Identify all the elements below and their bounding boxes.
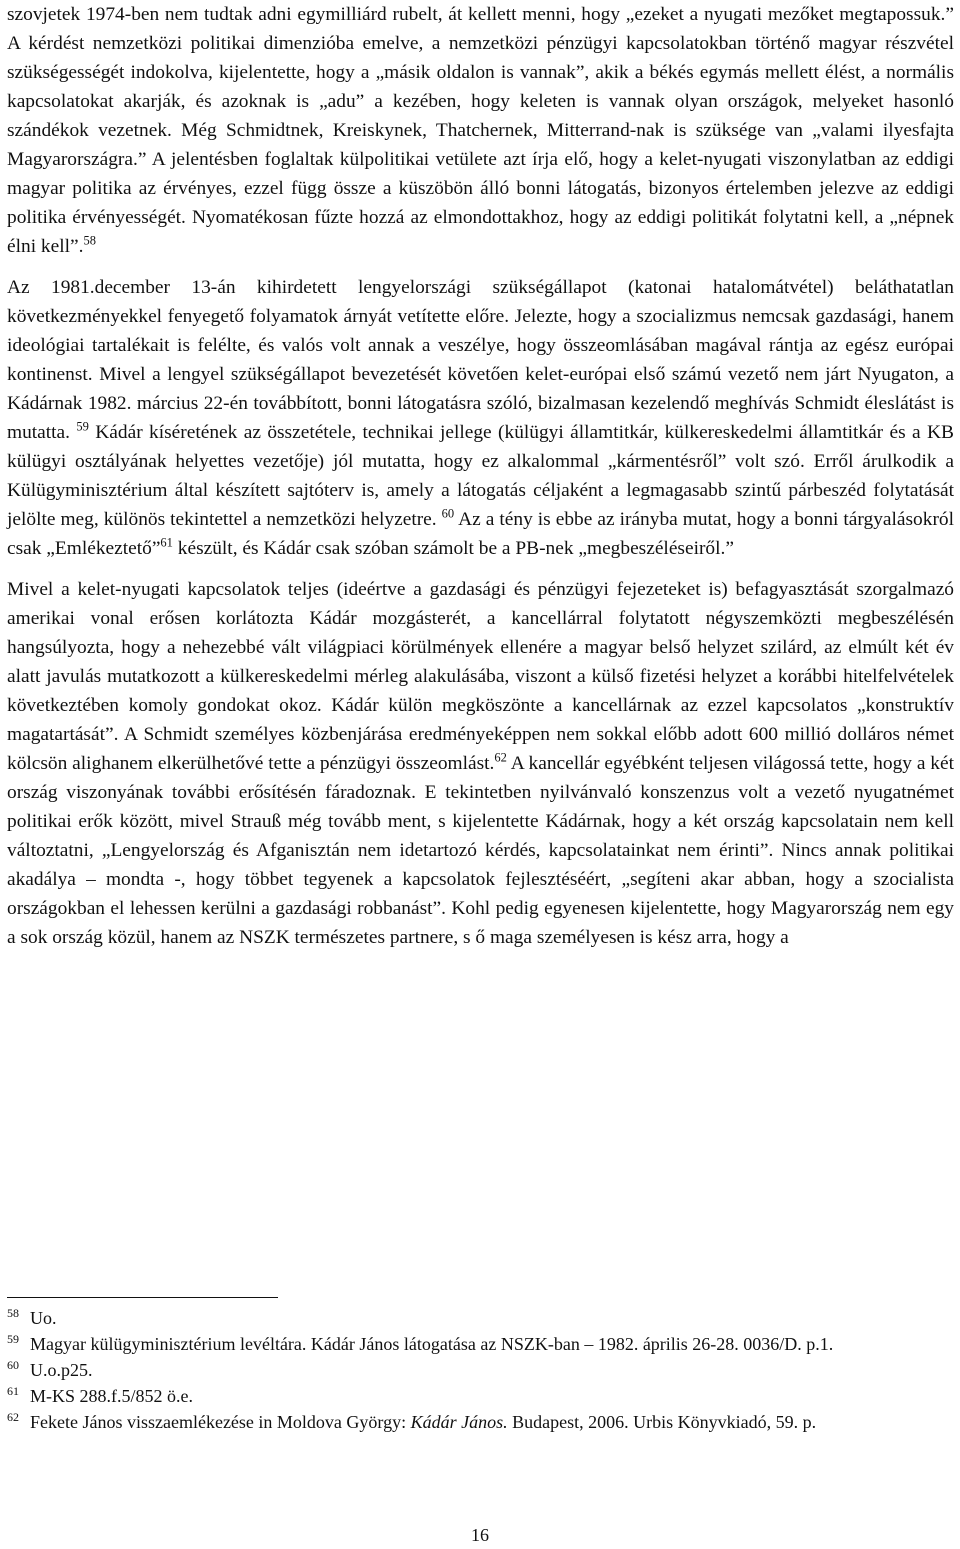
footnote-number: 62: [7, 1410, 19, 1424]
footnotes: [7, 1305, 954, 1435]
paragraph-text: Az a tény is ebbe az irányba mutat, hogy a bonni tárgyalásokról csak „Emlékeztető”: [7, 509, 954, 559]
footnote-text: Fekete János visszaemlékezése in Moldova György:: [30, 1412, 411, 1432]
paragraph-text: készült, és Kádár csak szóban számolt be a PB-nek „megbeszéléseiről.”: [172, 538, 734, 559]
book-title: Kádár János.: [410, 1412, 508, 1432]
footnote-ref-58[interactable]: 58: [83, 233, 96, 248]
footnote-number: 61: [7, 1384, 19, 1398]
paragraph-text: Mivel a kelet-nyugati kapcsolatok teljes (ideértve a gazdasági és pénzügyi fejezeteket is) befagyasztását szorgalmazó amerikai vonal erősen korlátozta Kádár mozgásterét, a kancellárral folytatott négyszemközti megbeszélésén hangsúlyozta, hogy a nehezebbé vált világpiaci körülmények ellenére a magyar belső helyzet szilárd, az elmúlt két év alatt javulás mutatkozott a külkereskedelmi mérleg alakulásába, viszont a külső fizetési helyzet a korábbi hitelfelvételek következtében komoly gondokat okoz. Kádár külön megköszönte a kancellárnak az ezzel kapcsolatos „konstruktív magatartását”. A Schmidt személyes közbenjárása eredményeképpen nem sokkal előbb adott 600 millió dolláros német kölcsön alighanem elkerülhetővé tette a pénzügyi összeomlást.: [7, 579, 954, 774]
page-number: 16: [471, 1525, 489, 1545]
paragraph-text: Az 1981.december 13-án kihirdetett lengyelországi szükségállapot (katonai hatalomátvétel) beláthatatlan következményekkel fenyegető folyamatok árnyát vetítette előre. Jelezte, hogy a szocializmus nemcsak gazdasági, hanem ideológiai tartalékait is felélte, és valós volt annak a veszélye, hogy összeomlásában magával rántja az egész európai kontinenst. Mivel a lengyel szükségállapot bevezetését követően kelet-európai első számú vezető nem járt Nyugaton, a Kádárnak 1982. március 22-én továbbított, bonni látogatásra szóló, bizalmasan kezelendő meghívás Schmidt éleslátást is mutatta.: [7, 277, 954, 443]
footnote-59: [7, 1331, 954, 1357]
footnote-text: M-KS 288.f.5/852 ö.e.: [30, 1386, 193, 1406]
footnote-number: 58: [7, 1306, 19, 1320]
footnote-ref-61[interactable]: 61: [160, 535, 173, 550]
footnote-ref-60[interactable]: 60: [441, 506, 455, 521]
footnote-ref-59[interactable]: 59: [76, 419, 89, 434]
footnote-text: U.o.p25.: [30, 1360, 93, 1380]
document-body: [7, 0, 954, 952]
footnote-text: Budapest, 2006. Urbis Könyvkiadó, 59. p.: [507, 1412, 817, 1432]
paragraph-text: szovjetek 1974-ben nem tudtak adni egymilliárd rubelt, át kellett menni, hogy „ezeket a nyugati mezőket megtapossuk.” A kérdést nemzetközi politikai dimenzióba emelve, a nemzetközi pénzügyi kapcsolatokban történő magyar részvétel szükségességét indokolva, kijelentette, hogy a „másik oldalon is vannak”, akik a békés egymás mellett élést, a normális kapcsolatokat akarják, és azoknak is „adu” a kezében, hogy keleten is vannak olyan országok, melyeket hasonló szándékok vezetnek. Még Schmidtnek, Kreiskynek, Thatchernek, Mitterrand-nak is szüksége van „valami ilyesfajta Magyarországra.” A jelentésben foglaltak külpolitikai vetülete azt írja elő, hogy a kelet-nyugati viszonylatban az eddigi magyar politika az érvényes, ezzel függ össze a küszöbön álló bonni látogatás, bizonyos értelemben jelezve az eddigi politika érvényességét. Nyomatékosan fűzte hozzá az elmondottakhoz, hogy az eddigi politikát folytatni kell, a „népnek élni kell”.: [7, 4, 954, 257]
footnote-58: [7, 1305, 954, 1331]
footnote-separator: [7, 1297, 278, 1298]
paragraph-1: [7, 0, 954, 261]
footnote-60: [7, 1357, 954, 1383]
footnote-62: [7, 1409, 954, 1435]
paragraph-2: [7, 273, 954, 563]
footnote-text: Uo.: [30, 1308, 57, 1328]
paragraph-3: [7, 575, 954, 952]
paragraph-text: A kancellár egyébként teljesen világossá tette, hogy a két ország viszonyának további erősítésén fáradoznak. E tekintetben nyilvánvaló konszenzus volt a vezető nyugatnémet politikai erők között, mivel Strauß még tovább ment, s kijelentette Kádárnak, hogy a két ország kapcsolatain nem kell változtatni, „Lengyelország és Afganisztán nem idetartozó kérdés, kapcsolatainkat nem érinti”. Nincs annak politikai akadálya – mondta -, hogy többet tegyenek a kapcsolatok fejlesztéséért, „segíteni akar abban, hogy a szocialista országokban el lehessen kerülni a gazdasági robbanást”. Kohl pedig egyenesen kijelentette, hogy Magyarország nem egy a sok ország közül, hanem az NSZK természetes partnere, s ő maga személyesen is kész arra, hogy a: [7, 753, 954, 948]
footnote-ref-62[interactable]: 62: [494, 750, 507, 765]
paragraph-text: Kádár kíséretének az összetétele, technikai jellege (külügyi államtitkár, külkereskedelmi államtitkár és a KB külügyi osztályának helyettes vezetője) jól mutatta, hogy ez alkalommal „kármentésről” volt szó. Erről árulkodik a Külügyminisztérium által készített sajtóterv is, amely a látogatás céljaként a legmagasabb szintű párbeszéd folytatását jelölte meg, különös tekintettel a nemzetközi helyzetre.: [7, 422, 954, 530]
footnote-number: 59: [7, 1332, 19, 1346]
footnote-61: [7, 1383, 954, 1409]
footnote-text: Magyar külügyminisztérium levéltára. Kádár János látogatása az NSZK-ban – 1982. április 26-28. 0036/D. p.1.: [30, 1334, 834, 1354]
footnote-number: 60: [7, 1358, 19, 1372]
